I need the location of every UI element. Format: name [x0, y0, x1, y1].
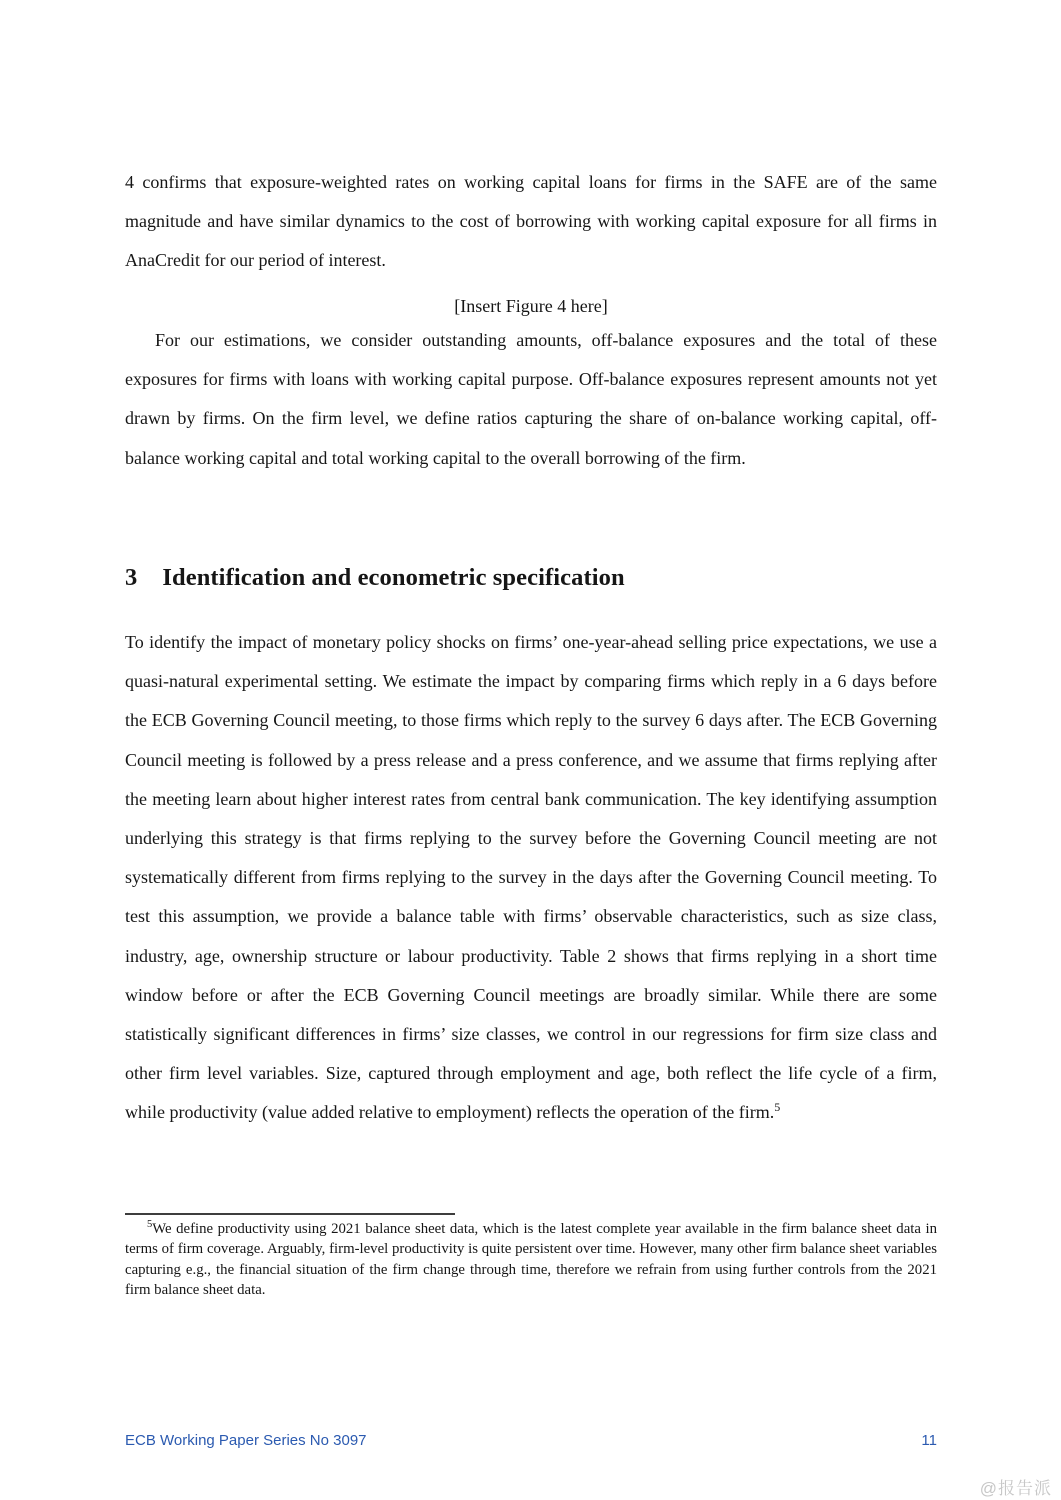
- footer-page-number: 11: [921, 1432, 937, 1449]
- section-number: 3: [125, 564, 138, 591]
- section-heading: [125, 561, 937, 595]
- paragraph-continuation: 4 confirms that exposure-weighted rates on working capital loans for firms in the SAFE are of the same magnitude and have similar dynamics to the cost of borrowing with working capital exposure for all firms in AnaCredit for our period of interest.: [125, 172, 937, 271]
- paragraph-estimations: For our estimations, we consider outstanding amounts, off-balance exposures and the total of these exposures for firms with loans with working capital purpose. Off-balance exposures represent amounts not yet drawn by firms. On the firm level, we define ratios capturing the share of on-balance working capital, off-balance working capital and total working capital to the overall borrowing of the firm.: [125, 330, 937, 468]
- footnote-reference: 5: [774, 1100, 781, 1115]
- footer-series-label: ECB Working Paper Series No 3097: [125, 1432, 367, 1449]
- page-footer: [125, 1432, 937, 1449]
- figure-placeholder-note: [Insert Figure 4 here]: [454, 296, 608, 316]
- footnote-marker: 5: [147, 1219, 153, 1231]
- paragraph-identification: [125, 623, 937, 1133]
- footnote-text: We define productivity using 2021 balance sheet data, which is the latest complete year available in the firm balance sheet data in terms of firm coverage. Arguably, firm-level productivity is quite persistent over time. However, many other firm balance sheet variables capturing e.g., the financial situation of the firm change through time, therefore we refrain from using further controls from the 2021 firm balance sheet data.: [125, 1221, 937, 1299]
- watermark: @报告派: [979, 1479, 1052, 1498]
- footnote: [125, 1219, 937, 1301]
- section-title: Identification and econometric specification: [162, 564, 625, 591]
- paragraph-identification-text: To identify the impact of monetary policy shocks on firms’ one-year-ahead selling price expectations, we use a quasi-natural experimental setting. We estimate the impact by comparing firms which reply in a 6 days before the ECB Governing Council meeting, to those firms which reply to the survey 6 days after. The ECB Governing Council meeting is followed by a press release and a press conference, and we assume that firms replying after the meeting learn about higher interest rates from central bank communication. The key identifying assumption underlying this strategy is that firms replying to the survey before the Governing Council meeting are not systematically different from firms replying to the survey in the days after the Governing Council meeting. To test this assumption, we provide a balance table with firms’ observable characteristics, such as size class, industry, age, ownership structure or labour productivity. Table 2 shows that firms replying in a short time window before or after the ECB Governing Council meetings are broadly similar. While there are some statistically significant differences in firms’ size classes, we control in our regressions for firm size class and other firm level variables. Size, captured through employment and age, both reflect the life cycle of a firm, while productivity (value added relative to employment) reflects the operation of the firm.: [125, 632, 937, 1123]
- footnote-divider: [125, 1213, 455, 1215]
